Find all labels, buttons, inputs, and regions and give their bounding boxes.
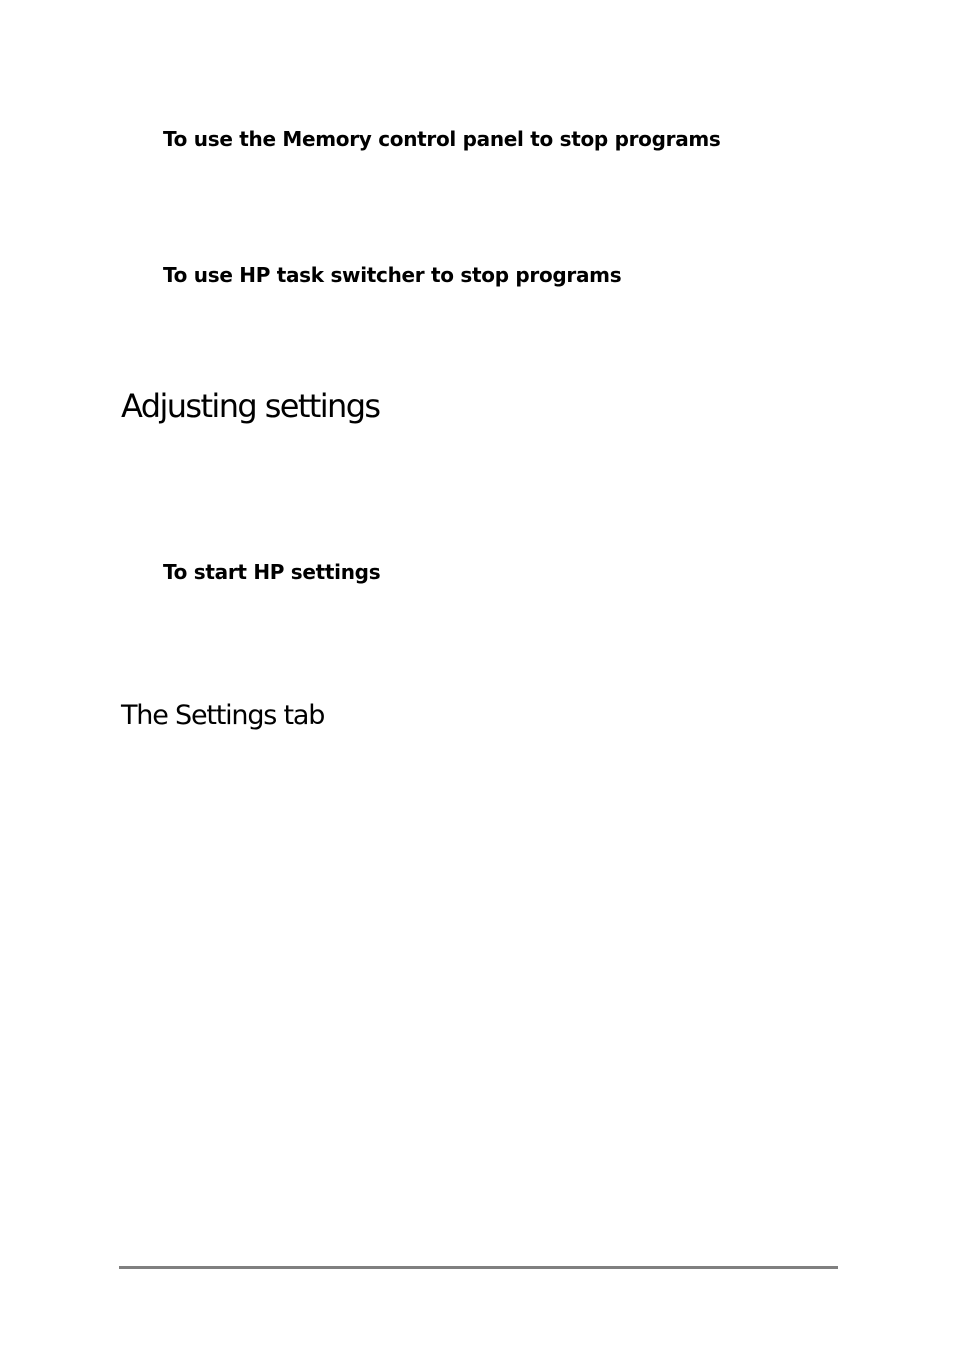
procedure-heading-task-switcher: To use HP task switcher to stop programs xyxy=(163,263,622,287)
subsection-heading-settings-tab: The Settings tab xyxy=(121,700,325,731)
procedure-heading-memory-control-panel: To use the Memory control panel to stop programs xyxy=(163,127,721,151)
section-heading-adjusting-settings: Adjusting settings xyxy=(121,387,380,425)
footer-divider xyxy=(119,1266,838,1269)
procedure-heading-start-hp-settings: To start HP settings xyxy=(163,560,381,584)
